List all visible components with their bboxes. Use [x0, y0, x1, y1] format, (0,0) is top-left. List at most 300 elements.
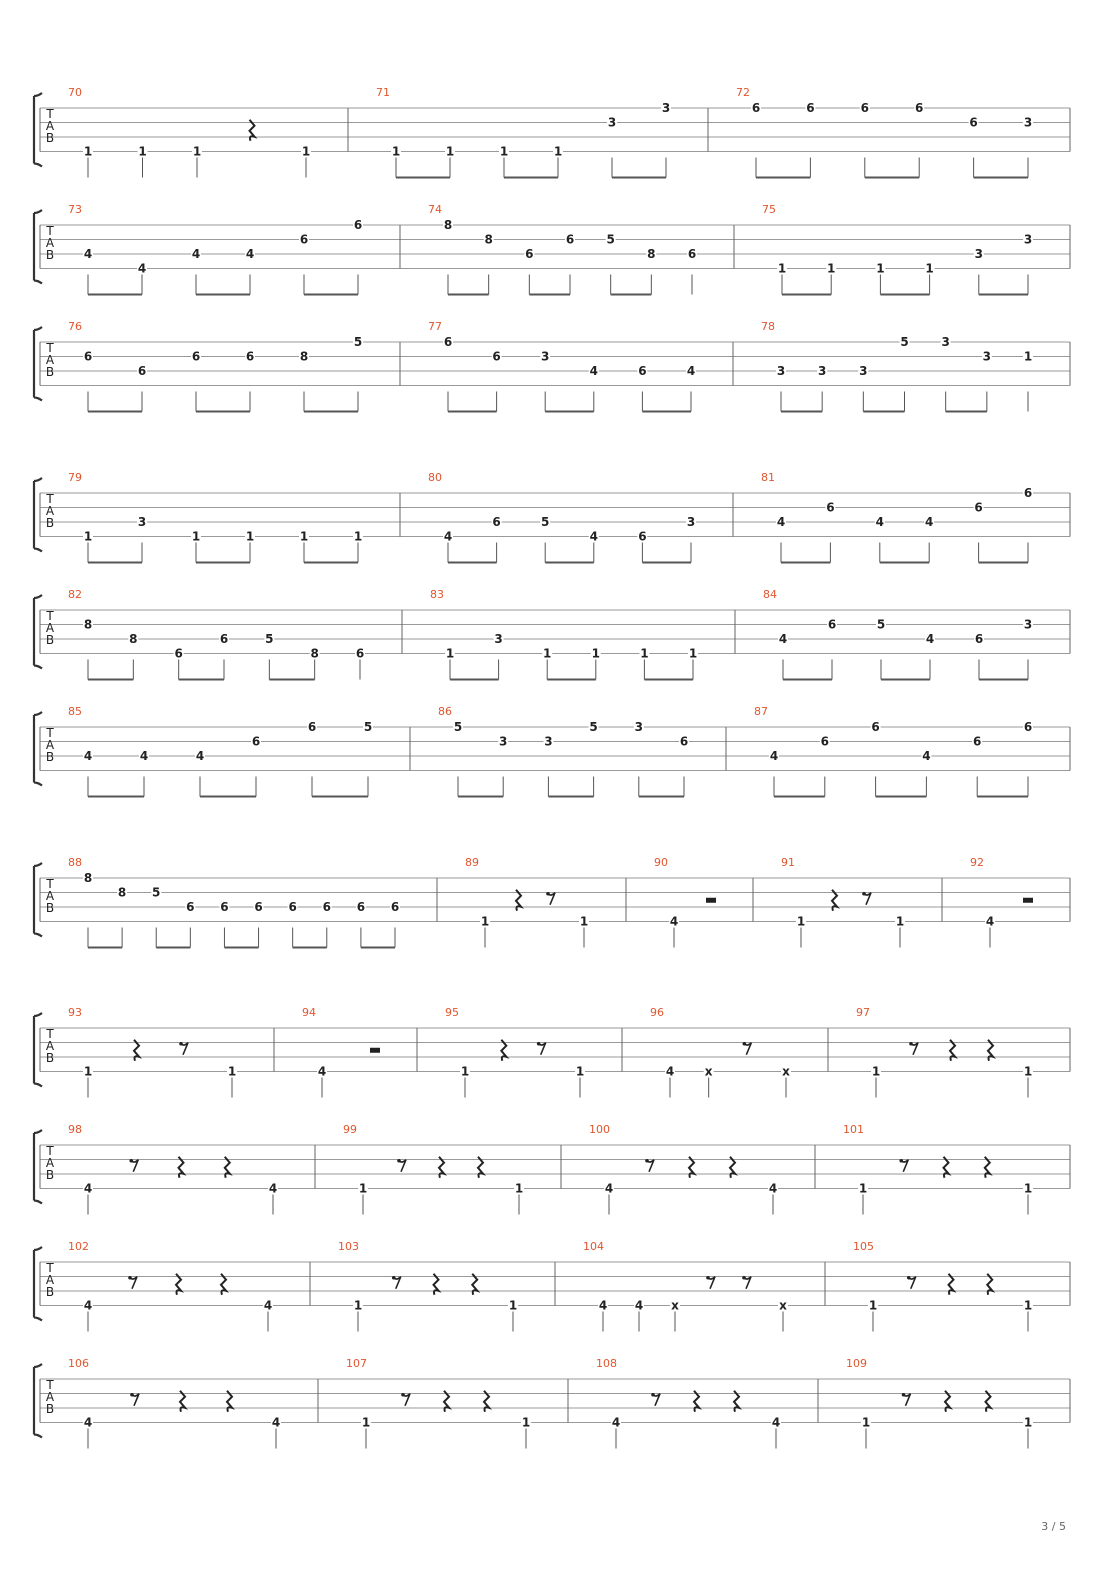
- fret-number: 6: [356, 900, 366, 914]
- tab-system: [34, 856, 1070, 948]
- fret-number: 8: [647, 247, 656, 261]
- measure: [781, 856, 905, 948]
- measure: [438, 705, 689, 797]
- fret-number: 6: [307, 720, 317, 734]
- eighth-rest-dot: [651, 1393, 655, 1397]
- fret-number: 4: [443, 529, 453, 544]
- tab-clef-letter: B: [45, 901, 55, 915]
- fret-number: 1: [640, 646, 649, 661]
- fret-number: 1: [579, 914, 589, 929]
- eighth-rest-dot: [392, 1276, 396, 1280]
- measure-number: 100: [589, 1123, 610, 1136]
- eighth-rest-dot: [706, 1276, 710, 1280]
- system-bracket: [34, 327, 42, 401]
- eighth-rest-dot: [907, 1276, 911, 1280]
- fret-number: 4: [268, 1181, 278, 1196]
- measure: [754, 705, 1033, 797]
- measure-number: 85: [68, 705, 82, 718]
- fret-number: 4: [985, 914, 995, 929]
- measure: [650, 1006, 791, 1098]
- tab-clef-letter: B: [45, 516, 55, 530]
- fret-number: 8: [129, 632, 138, 646]
- fret-number: 3: [859, 364, 868, 378]
- fret-number: 6: [251, 734, 261, 749]
- fret-number: 1: [827, 261, 836, 276]
- fret-number: 6: [827, 617, 837, 632]
- measure-number: 87: [754, 705, 768, 718]
- tab-system: [34, 1123, 1070, 1215]
- system-bracket: [34, 93, 42, 167]
- measure-number: 94: [302, 1006, 316, 1019]
- fret-number: 4: [604, 1181, 614, 1196]
- fret-number: 6: [820, 734, 829, 749]
- measure-number: 84: [763, 588, 777, 601]
- measure-number: 93: [68, 1006, 82, 1019]
- fret-number: 4: [768, 1181, 778, 1196]
- fret-number: 3: [686, 515, 696, 529]
- tab-clef-letter: T: [46, 1144, 54, 1158]
- tab-clef-letter: T: [46, 877, 54, 891]
- tab-system: [34, 1006, 1070, 1098]
- measure-number: 79: [68, 471, 82, 484]
- fret-number: 3: [541, 349, 550, 364]
- fret-number: 3: [1023, 115, 1033, 130]
- fret-number: 4: [271, 1415, 281, 1430]
- fret-number: 1: [499, 144, 509, 159]
- eighth-rest-dot: [128, 1276, 132, 1280]
- measure: [68, 203, 363, 295]
- fret-number: x: [779, 1298, 787, 1313]
- tab-clef-letter: T: [46, 492, 54, 506]
- fret-number: 3: [941, 335, 950, 349]
- fret-number: 3: [494, 632, 503, 646]
- fret-number: 6: [220, 900, 229, 914]
- measure-number: 109: [846, 1357, 867, 1370]
- measure-number: 92: [970, 856, 984, 869]
- fret-number: 1: [361, 1415, 371, 1430]
- measure-number: 77: [428, 320, 442, 333]
- fret-number: 1: [445, 646, 455, 661]
- system-bracket: [34, 1130, 42, 1204]
- eighth-rest-dot: [899, 1159, 903, 1163]
- measure-number: 75: [762, 203, 776, 216]
- measure-number: 105: [853, 1240, 874, 1253]
- tab-clef-letter: A: [45, 738, 55, 752]
- measure: [68, 588, 365, 680]
- tab-system: [34, 86, 1070, 178]
- measure-number: 86: [438, 705, 452, 718]
- fret-number: 8: [117, 885, 127, 900]
- fret-number: 6: [390, 900, 400, 914]
- fret-number: 5: [453, 720, 463, 734]
- system-bracket: [34, 1013, 42, 1087]
- eighth-rest-dot: [902, 1393, 906, 1397]
- tab-clef-letter: T: [46, 107, 54, 121]
- system-bracket: [34, 712, 42, 786]
- fret-number: 1: [353, 1298, 363, 1313]
- fret-number: 1: [1023, 1298, 1033, 1313]
- measure: [68, 1006, 237, 1098]
- fret-number: 6: [679, 734, 689, 749]
- fret-number: 3: [817, 364, 827, 378]
- fret-number: 3: [544, 734, 553, 749]
- tab-system: [34, 1240, 1070, 1332]
- fret-number: 6: [492, 515, 501, 529]
- measure-number: 80: [428, 471, 442, 484]
- tab-clef-letter: B: [45, 365, 55, 379]
- system-bracket: [34, 1364, 42, 1438]
- measure: [843, 1123, 1033, 1215]
- fret-number: 3: [137, 515, 147, 529]
- measure: [302, 1006, 380, 1098]
- tab-clef-letter: A: [45, 1039, 55, 1053]
- tab-clef-letter: B: [45, 1402, 55, 1416]
- tab-system: [34, 705, 1070, 797]
- fret-number: 1: [480, 914, 490, 929]
- eighth-rest-dot: [537, 1042, 541, 1046]
- measure-number: 91: [781, 856, 795, 869]
- fret-number: 6: [322, 900, 331, 914]
- eighth-rest-dot: [401, 1393, 405, 1397]
- fret-number: 4: [195, 749, 205, 763]
- tab-system: [34, 320, 1070, 412]
- fret-number: 3: [974, 247, 983, 261]
- fret-number: 5: [606, 232, 615, 247]
- eighth-rest-dot: [742, 1276, 746, 1280]
- measure-number: 72: [736, 86, 750, 99]
- fret-number: 4: [634, 1298, 644, 1313]
- measure-number: 76: [68, 320, 82, 333]
- systems-layer: [34, 86, 1070, 1449]
- fret-number: 1: [245, 529, 255, 544]
- fret-number: 4: [263, 1298, 273, 1313]
- measure-number: 81: [761, 471, 775, 484]
- half-rest: [706, 898, 716, 903]
- fret-number: 4: [137, 261, 147, 276]
- fret-number: 6: [860, 101, 869, 115]
- fret-number: 1: [861, 1415, 871, 1430]
- half-rest: [370, 1048, 380, 1053]
- tab-clef-letter: B: [45, 750, 55, 764]
- fret-number: 4: [925, 515, 934, 529]
- fret-number: 1: [460, 1064, 470, 1079]
- eighth-rest-dot: [129, 1159, 133, 1163]
- tab-clef-letter: T: [46, 224, 54, 238]
- fret-number: 1: [192, 144, 202, 159]
- fret-number: 6: [299, 232, 309, 247]
- measure-number: 108: [596, 1357, 617, 1370]
- fret-number: 3: [607, 115, 617, 130]
- fret-number: 4: [598, 1298, 608, 1313]
- fret-number: 6: [525, 247, 534, 261]
- fret-number: 6: [915, 101, 924, 115]
- fret-number: 4: [83, 1181, 93, 1196]
- measure-number: 99: [343, 1123, 357, 1136]
- measure: [761, 320, 1033, 412]
- fret-number: 4: [875, 515, 884, 529]
- measure: [465, 856, 589, 948]
- fret-number: 6: [806, 101, 815, 115]
- fret-number: 8: [484, 232, 493, 247]
- measure-number: 82: [68, 588, 82, 601]
- fret-number: 4: [771, 1415, 781, 1430]
- measure: [428, 320, 696, 412]
- measure-number: 104: [583, 1240, 604, 1253]
- tab-clef-letter: A: [45, 1273, 55, 1287]
- fret-number: 1: [688, 646, 698, 661]
- measure: [430, 588, 698, 680]
- fret-number: 6: [288, 900, 297, 914]
- fret-number: 6: [687, 247, 697, 261]
- fret-number: 6: [1023, 486, 1033, 500]
- measure: [68, 705, 373, 797]
- fret-number: 4: [83, 1298, 93, 1313]
- measure: [970, 856, 1033, 948]
- fret-number: 6: [638, 364, 647, 378]
- measure: [761, 471, 1033, 563]
- measure: [346, 1357, 531, 1449]
- fret-number: 8: [83, 617, 93, 632]
- measure: [428, 471, 696, 563]
- fret-number: 6: [826, 500, 835, 515]
- page-number: 3 / 5: [1041, 1520, 1066, 1533]
- fret-number: 6: [492, 349, 501, 364]
- measure-number: 70: [68, 86, 82, 99]
- measure-number: 96: [650, 1006, 664, 1019]
- fret-number: 5: [152, 885, 161, 900]
- measure: [762, 203, 1033, 295]
- fret-number: 4: [139, 749, 149, 763]
- measure: [68, 471, 363, 563]
- fret-number: 1: [83, 144, 93, 159]
- measure-number: 106: [68, 1357, 89, 1370]
- fret-number: x: [704, 1064, 713, 1079]
- measure: [596, 1357, 781, 1449]
- measure: [583, 1240, 788, 1332]
- fret-number: 1: [514, 1181, 524, 1196]
- fret-number: 6: [443, 335, 453, 349]
- system-bracket: [34, 1247, 42, 1321]
- tab-clef-letter: A: [45, 621, 55, 635]
- fret-number: 5: [541, 515, 550, 529]
- fret-number: 4: [611, 1415, 621, 1430]
- measure-number: 90: [654, 856, 668, 869]
- fret-number: 6: [974, 632, 984, 646]
- eighth-rest-dot: [397, 1159, 401, 1163]
- fret-number: 1: [445, 144, 455, 159]
- fret-number: 6: [137, 364, 147, 378]
- measure-number: 78: [761, 320, 775, 333]
- tab-clef-letter: B: [45, 1285, 55, 1299]
- measure-number: 107: [346, 1357, 367, 1370]
- fret-number: 4: [925, 632, 935, 646]
- fret-number: 1: [299, 529, 309, 544]
- fret-number: 1: [227, 1064, 237, 1079]
- measure-number: 83: [430, 588, 444, 601]
- tab-clef-letter: T: [46, 1261, 54, 1275]
- fret-number: 4: [778, 632, 788, 646]
- measure-number: 71: [376, 86, 390, 99]
- fret-number: 6: [969, 115, 978, 130]
- measure: [846, 1357, 1033, 1449]
- tab-clef-letter: A: [45, 889, 55, 903]
- fret-number: 1: [521, 1415, 531, 1430]
- tab-clef-letter: A: [45, 119, 55, 133]
- measure: [68, 86, 311, 178]
- fret-number: 1: [301, 144, 311, 159]
- fret-number: 6: [871, 720, 880, 734]
- eighth-rest-dot: [909, 1042, 913, 1046]
- fret-number: 3: [661, 101, 671, 115]
- fret-number: 4: [83, 1415, 93, 1430]
- fret-number: 1: [591, 646, 600, 661]
- tab-clef-letter: B: [45, 633, 55, 647]
- fret-number: 1: [575, 1064, 585, 1079]
- fret-number: 6: [1023, 720, 1033, 734]
- measure-number: 73: [68, 203, 82, 216]
- fret-number: 5: [900, 335, 909, 349]
- fret-number: 4: [769, 749, 779, 763]
- fret-number: 4: [191, 247, 201, 261]
- eighth-rest-dot: [546, 892, 550, 896]
- fret-number: 3: [634, 720, 643, 734]
- fret-number: 1: [777, 261, 787, 276]
- fret-number: 1: [868, 1298, 878, 1313]
- measure-number: 101: [843, 1123, 864, 1136]
- fret-number: 1: [83, 529, 93, 544]
- fret-number: 6: [219, 632, 229, 646]
- measure: [589, 1123, 778, 1215]
- measure-number: 88: [68, 856, 82, 869]
- tab-clef-letter: T: [46, 341, 54, 355]
- tab-clef-letter: T: [46, 1378, 54, 1392]
- measure: [68, 1357, 281, 1449]
- fret-number: 6: [191, 349, 201, 364]
- system-bracket: [34, 595, 42, 669]
- tab-clef-letter: B: [45, 248, 55, 262]
- fret-number: 1: [871, 1064, 881, 1079]
- half-rest: [1023, 898, 1033, 903]
- fret-number: 1: [353, 529, 363, 544]
- fret-number: 1: [543, 646, 552, 661]
- fret-number: 3: [1023, 232, 1033, 247]
- tab-clef-letter: B: [45, 1051, 55, 1065]
- fret-number: 1: [138, 144, 147, 159]
- measure: [68, 1123, 278, 1215]
- fret-number: 1: [858, 1181, 868, 1196]
- fret-number: 6: [174, 646, 183, 661]
- fret-number: 5: [353, 335, 363, 349]
- measure: [856, 1006, 1033, 1098]
- fret-number: 3: [1023, 617, 1033, 632]
- measure: [428, 203, 697, 295]
- fret-number: 8: [310, 646, 319, 661]
- fret-number: 4: [83, 247, 93, 261]
- fret-number: 6: [254, 900, 263, 914]
- fret-number: x: [671, 1298, 679, 1313]
- fret-number: 1: [391, 144, 401, 159]
- fret-number: x: [782, 1064, 790, 1079]
- fret-number: 4: [83, 749, 93, 763]
- measure-number: 89: [465, 856, 479, 869]
- tab-clef-letter: B: [45, 131, 55, 145]
- eighth-rest-dot: [179, 1042, 183, 1046]
- fret-number: 5: [589, 720, 598, 734]
- tab-clef-letter: A: [45, 236, 55, 250]
- eighth-rest-dot: [130, 1393, 134, 1397]
- tab-system: [34, 203, 1070, 295]
- tab-clef-letter: A: [45, 1156, 55, 1170]
- measure: [68, 1240, 273, 1332]
- system-bracket: [34, 210, 42, 284]
- fret-number: 6: [565, 232, 575, 247]
- measure-number: 97: [856, 1006, 870, 1019]
- tab-system: [34, 588, 1070, 680]
- fret-number: 1: [1023, 1415, 1033, 1430]
- fret-number: 3: [499, 734, 508, 749]
- measure: [763, 588, 1033, 680]
- tab-system: [34, 471, 1070, 563]
- fret-number: 1: [83, 1064, 93, 1079]
- fret-number: 1: [508, 1298, 518, 1313]
- fret-number: 3: [776, 364, 786, 378]
- measure: [68, 320, 363, 412]
- fret-number: 4: [589, 364, 598, 378]
- fret-number: 1: [1023, 1181, 1033, 1196]
- fret-number: 4: [686, 364, 696, 378]
- fret-number: 4: [922, 749, 931, 763]
- fret-number: 6: [751, 101, 761, 115]
- eighth-rest-dot: [743, 1042, 747, 1046]
- fret-number: 6: [355, 646, 365, 661]
- fret-number: 1: [553, 144, 563, 159]
- fret-number: 3: [982, 349, 992, 364]
- measure-number: 98: [68, 1123, 82, 1136]
- fret-number: 4: [776, 515, 786, 529]
- fret-number: 8: [83, 871, 93, 885]
- system-bracket: [34, 863, 42, 937]
- fret-number: 1: [925, 261, 934, 276]
- fret-number: 1: [796, 914, 806, 929]
- fret-number: 1: [1023, 1064, 1033, 1079]
- system-bracket: [34, 478, 42, 552]
- measure-number: 102: [68, 1240, 89, 1253]
- fret-number: 5: [876, 617, 886, 632]
- measure: [376, 86, 671, 178]
- fret-number: 6: [83, 349, 93, 364]
- fret-number: 1: [876, 261, 885, 276]
- measure: [338, 1240, 518, 1332]
- tab-clef-letter: A: [45, 1390, 55, 1404]
- tab-clef-letter: T: [46, 1027, 54, 1041]
- fret-number: 6: [245, 349, 255, 364]
- measure-number: 95: [445, 1006, 459, 1019]
- measure: [445, 1006, 585, 1098]
- measure: [853, 1240, 1033, 1332]
- fret-number: 6: [974, 500, 983, 515]
- fret-number: 8: [299, 349, 309, 364]
- fret-number: 1: [191, 529, 201, 544]
- fret-number: 4: [669, 914, 679, 929]
- fret-number: 6: [973, 734, 982, 749]
- fret-number: 4: [665, 1064, 675, 1079]
- fret-number: 8: [443, 218, 453, 232]
- tab-clef-letter: T: [46, 726, 54, 740]
- fret-number: 1: [358, 1181, 368, 1196]
- fret-number: 5: [265, 632, 274, 646]
- measure-number: 74: [428, 203, 442, 216]
- fret-number: 4: [245, 247, 255, 261]
